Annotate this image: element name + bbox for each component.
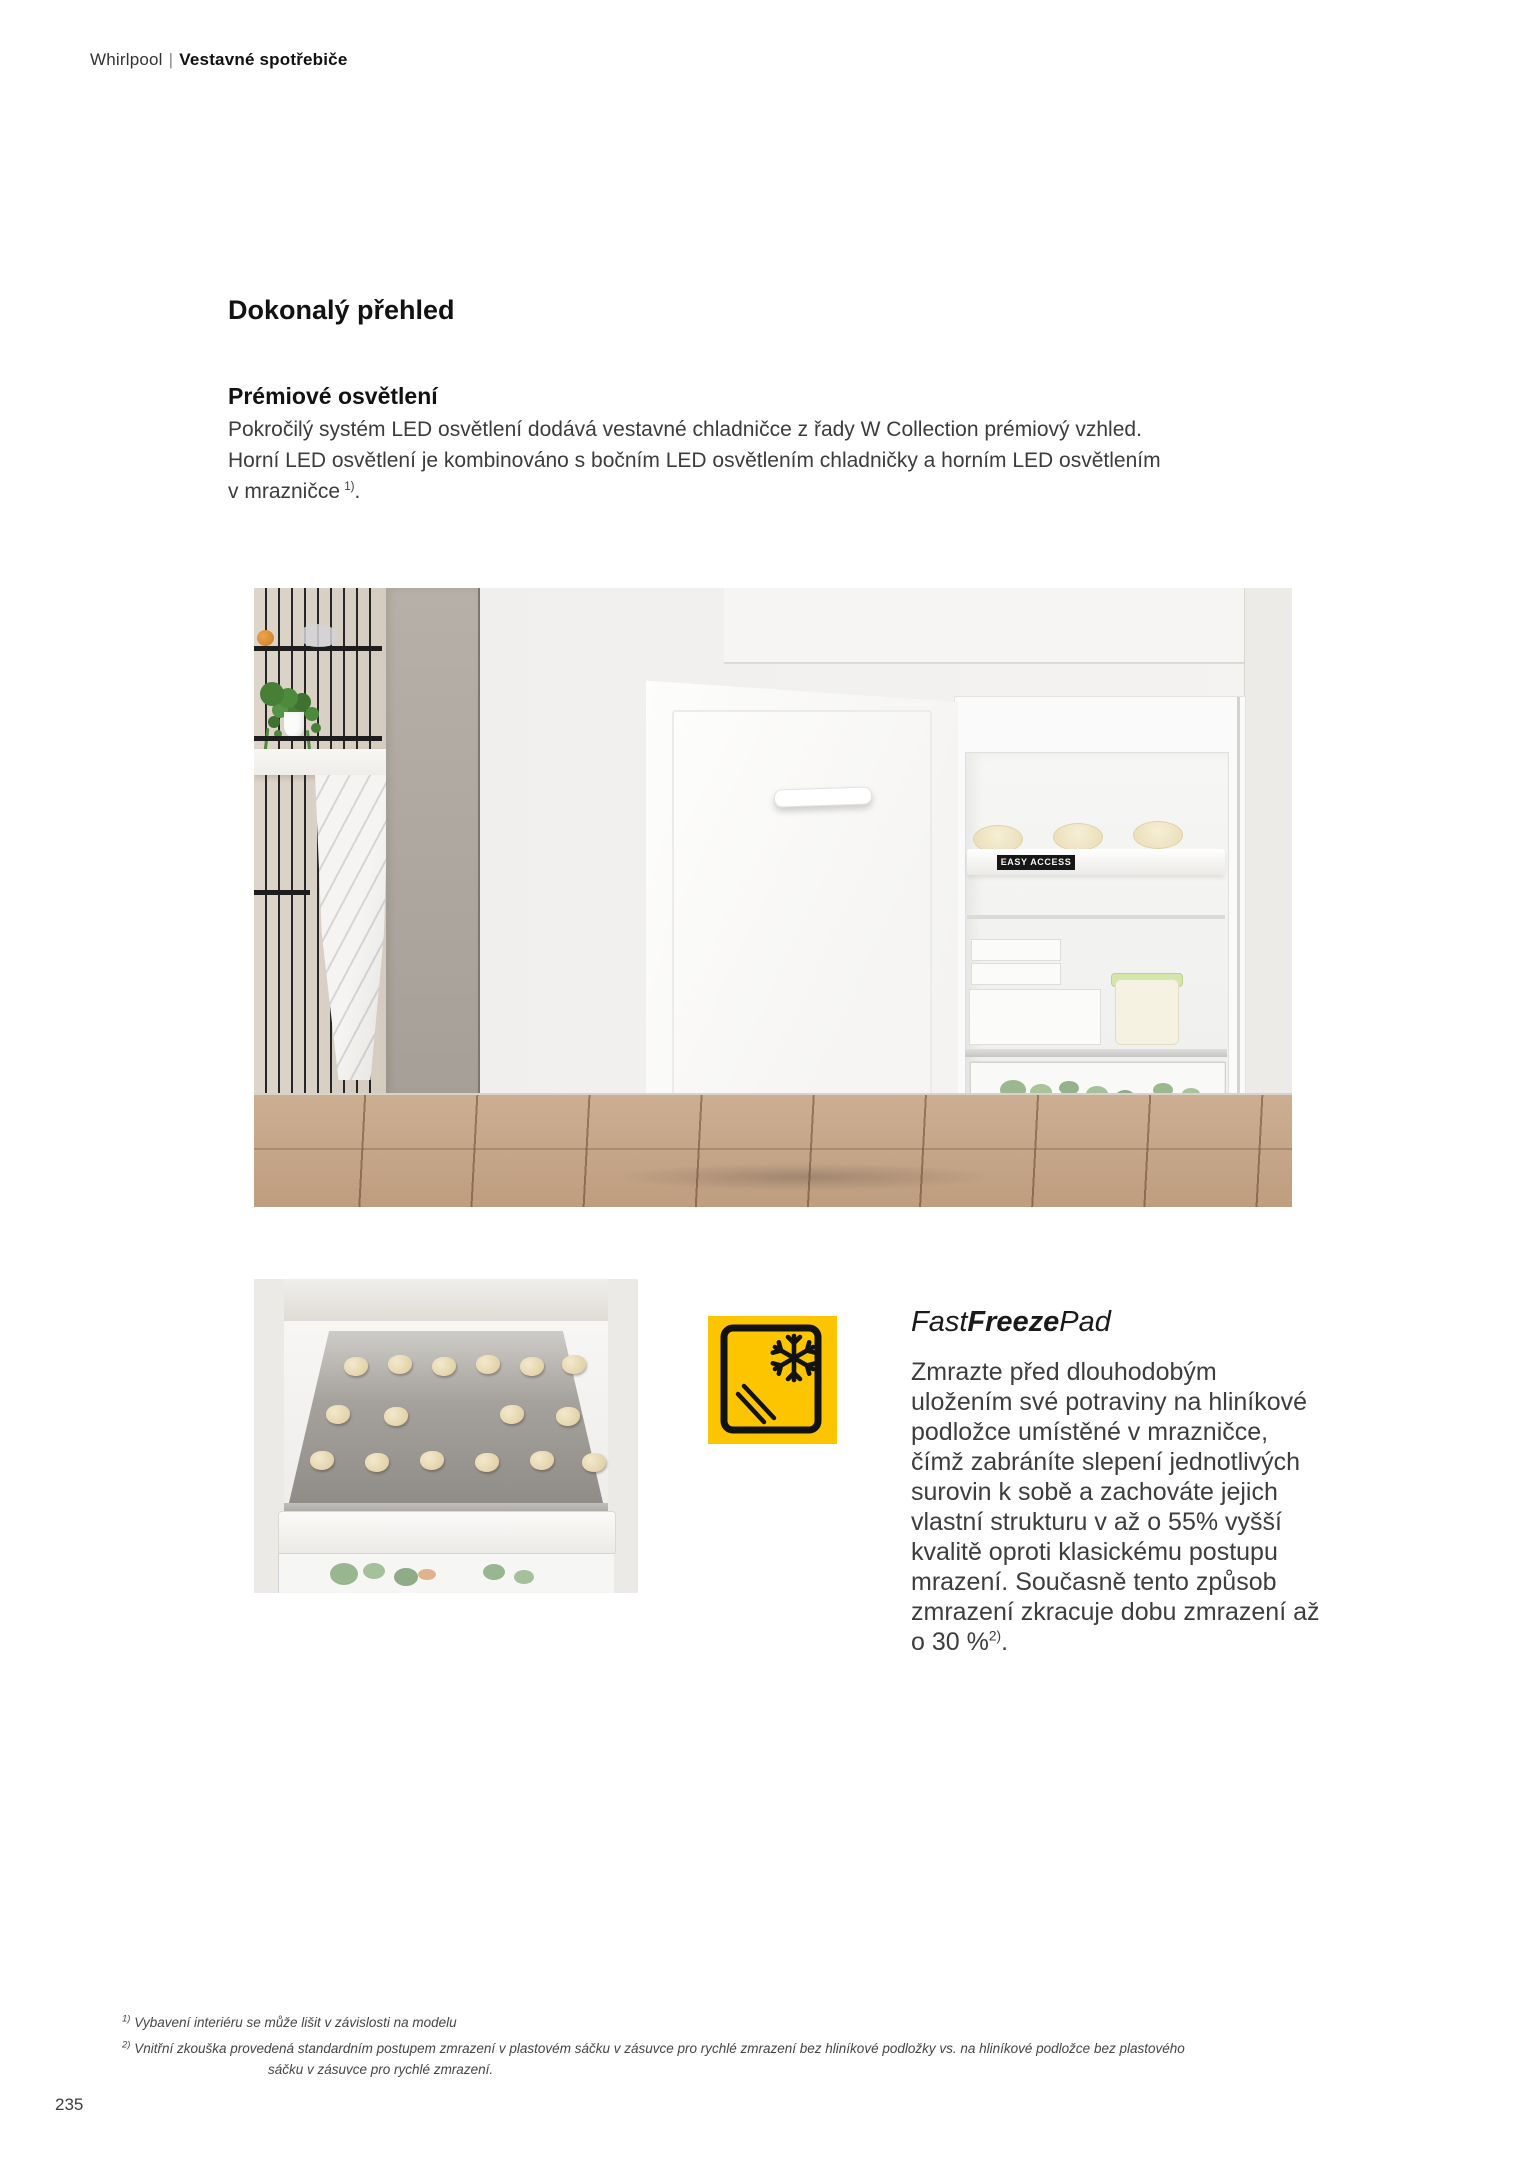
feature-title: FastFreezePad — [911, 1306, 1111, 1338]
food-jar — [1115, 979, 1179, 1045]
easy-access-label: EASY ACCESS — [997, 855, 1075, 870]
fruit-decor — [257, 630, 274, 646]
upper-cabinet-panel — [724, 588, 1244, 664]
frozen-food-box — [971, 939, 1061, 961]
frozen-food-box — [969, 989, 1101, 1045]
page-title: Dokonalý přehled — [228, 295, 455, 325]
intro-paragraph — [228, 414, 1161, 507]
drawer-front — [278, 1511, 616, 1555]
plant-foliage — [260, 682, 284, 706]
feature-line: Zmrazte před dlouhodobým — [911, 1358, 1217, 1386]
feature-line: uložením své potraviny na hliníkové — [911, 1388, 1308, 1416]
freezer-top-frame — [254, 1279, 638, 1322]
small-photo-fastfreeze-tray — [254, 1279, 638, 1593]
marble-countertop — [254, 749, 386, 775]
shelf-bar — [254, 890, 310, 895]
door-inner-panel — [672, 710, 932, 1156]
page-number: 235 — [55, 2095, 84, 2114]
feature-description — [911, 1357, 1320, 1657]
feature-line: surovin k sobě a zachováte jejich — [911, 1478, 1278, 1506]
feature-line: mrazení. Současně tento způsob — [911, 1568, 1277, 1596]
footnote-2-continuation: sáčku v zásuvce pro rychlé zmrazení. — [268, 2062, 494, 2077]
intro-line: Pokročilý systém LED osvětlení dodává vestavné chladničce z řady W Collection prémiový vzhled. — [228, 418, 1142, 441]
feature-line: o 30 %$^{2)}$. — [911, 1628, 1009, 1656]
page-header — [90, 50, 348, 70]
section-name: Vestavné spotřebiče — [179, 50, 348, 69]
drawer-rail — [965, 1049, 1227, 1057]
feature-line: zmrazení zkracuje dobu zmrazení až — [911, 1598, 1320, 1626]
shelf-divider — [967, 915, 1225, 919]
drawer-glass-front — [278, 1553, 614, 1593]
plant-pot — [284, 712, 304, 737]
lower-drawer — [278, 1553, 614, 1593]
intro-line: Horní LED osvětlení je kombinováno s bočním LED osvětlením chladničky a horním LED osvětlením — [228, 449, 1161, 472]
footnotes — [122, 2010, 1185, 2062]
footnote-ref-1: 1) — [344, 481, 355, 493]
shelf-bar — [254, 736, 382, 741]
frozen-cake — [1053, 823, 1103, 851]
fastfreeze-pad-icon — [708, 1316, 837, 1444]
frozen-cake — [1133, 821, 1183, 849]
glass-figurine — [300, 624, 338, 647]
main-photo-kitchen-freezer — [254, 588, 1292, 1207]
footnote-1: $^{1)}$ Vybavení interiéru se může lišit v závislosti na modelu — [122, 2013, 457, 2030]
door-shadow — [614, 1163, 994, 1191]
section-subtitle: Prémiové osvětlení — [228, 383, 438, 409]
feature-line: kvalitě oproti klasickému postupu — [911, 1538, 1278, 1566]
footnote-ref-2: 2) — [988, 1628, 1002, 1644]
feature-line: podložce umístěné v mrazničce, — [911, 1418, 1269, 1446]
floor-plank-joint — [254, 1148, 1292, 1150]
door-handle — [774, 786, 873, 807]
intro-line: v mrazničce $^{1)}$. — [228, 480, 361, 503]
brand-name: Whirlpool — [90, 50, 163, 69]
frozen-food-box — [971, 963, 1061, 985]
footnote-2: $^{2)}$ Vnitřní zkouška provedená standardním postupem zmrazení v plastovém sáčku v zásuvce pro rychlé zmrazení bez hliníkové podložky vs. na hliníkové podložce bez plastového — [122, 2039, 1185, 2056]
feature-line: vlastní strukturu v až o 55% vyšší — [911, 1508, 1282, 1536]
header-separator: | — [168, 50, 174, 69]
feature-line: čímž zabráníte slepení jednotlivých — [911, 1448, 1301, 1476]
